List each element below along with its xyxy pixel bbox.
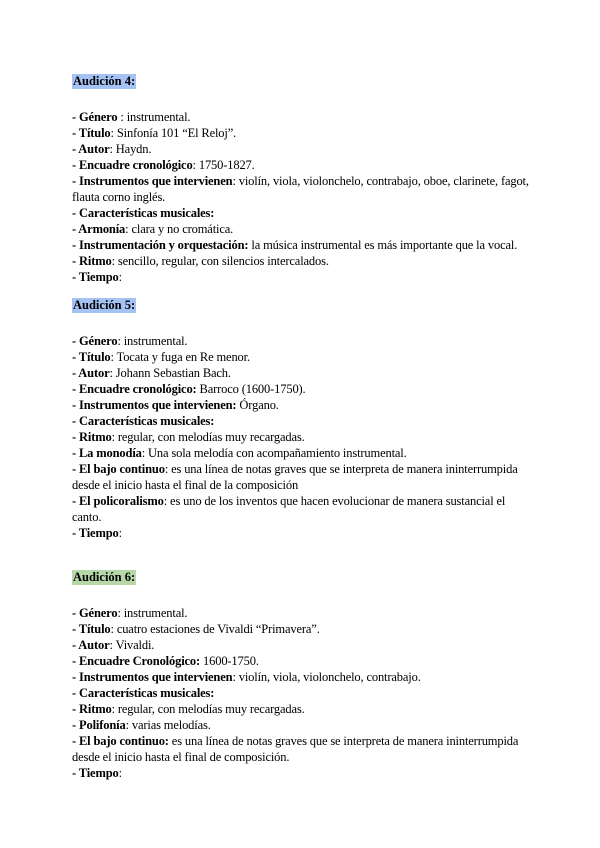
line-text: Barroco (1600-1750). bbox=[196, 382, 306, 396]
line-label: - Instrumentos que intervienen: bbox=[72, 398, 237, 412]
line-label: - Ritmo bbox=[72, 702, 112, 716]
line-autor bbox=[72, 637, 532, 653]
line-text: : cuatro estaciones de Vivaldi “Primavera”. bbox=[110, 622, 320, 636]
line-encuadre bbox=[72, 653, 532, 669]
line-ritmo bbox=[72, 429, 532, 445]
line-label: - Características musicales: bbox=[72, 686, 215, 700]
line-label: - El policoralismo bbox=[72, 494, 164, 508]
line-label: - Título bbox=[72, 350, 111, 364]
line-text: 1600-1750. bbox=[200, 654, 259, 668]
section-lines bbox=[72, 333, 532, 541]
line-label: - Polifonía bbox=[72, 718, 126, 732]
line-text: : es una línea de notas graves que se interpreta de manera ininterrumpida desde el inicio hasta el final de la composición bbox=[72, 462, 518, 492]
line-titulo bbox=[72, 125, 532, 141]
line-label: - Título bbox=[72, 622, 111, 636]
line-label: - Instrumentos que intervienen bbox=[72, 174, 233, 188]
section-heading: Audición 4: bbox=[73, 74, 136, 88]
line-label: - Tiempo bbox=[72, 766, 119, 780]
line-text: : instrumental. bbox=[117, 606, 188, 620]
line-label: - Encuadre cronológico: bbox=[72, 382, 197, 396]
line-genero bbox=[72, 109, 532, 125]
line-text: : Johann Sebastian Bach. bbox=[109, 366, 231, 380]
line-text: : instrumental. bbox=[117, 110, 191, 124]
line-label: - Armonía bbox=[72, 222, 126, 236]
line-titulo bbox=[72, 349, 532, 365]
line-label: - Autor bbox=[72, 638, 110, 652]
line-text: : Vivaldi. bbox=[109, 638, 155, 652]
line-label: - Tiempo bbox=[72, 270, 119, 284]
line-label: - Género bbox=[72, 606, 118, 620]
line-text: Órgano. bbox=[236, 398, 279, 412]
line-instrumentos bbox=[72, 397, 532, 413]
line-text: : sencillo, regular, con silencios intercalados. bbox=[111, 254, 329, 268]
line-label: - Género bbox=[72, 110, 118, 124]
line-label: - Instrumentos que intervienen bbox=[72, 670, 233, 684]
line-genero bbox=[72, 333, 532, 349]
line-autor bbox=[72, 365, 532, 381]
line-tiempo bbox=[72, 269, 532, 285]
line-label: - Ritmo bbox=[72, 254, 112, 268]
line-tiempo bbox=[72, 525, 532, 541]
section-audicion-5 bbox=[72, 296, 532, 541]
line-text: : regular, con melodías muy recargadas. bbox=[111, 702, 305, 716]
line-text: : regular, con melodías muy recargadas. bbox=[111, 430, 305, 444]
line-label: - Título bbox=[72, 126, 111, 140]
line-autor bbox=[72, 141, 532, 157]
line-text: la música instrumental es más importante que la vocal. bbox=[248, 238, 518, 252]
line-instrumentos bbox=[72, 669, 532, 685]
line-label: - Autor bbox=[72, 366, 110, 380]
line-label: - Características musicales: bbox=[72, 206, 215, 220]
line-label: - Instrumentación y orquestación: bbox=[72, 238, 249, 252]
line-label: - Tiempo bbox=[72, 526, 119, 540]
line-polifonia bbox=[72, 717, 532, 733]
section-audicion-4 bbox=[72, 72, 532, 285]
line-monodia bbox=[72, 445, 532, 461]
line-titulo bbox=[72, 621, 532, 637]
line-label: - Encuadre Cronológico: bbox=[72, 654, 201, 668]
line-text: : bbox=[118, 270, 122, 284]
line-instrumentos bbox=[72, 173, 532, 205]
line-label: - La monodía bbox=[72, 446, 142, 460]
line-label: - Género bbox=[72, 334, 118, 348]
line-text: : violín, viola, violonchelo, contrabajo, oboe, clarinete, fagot, flauta corno inglés. bbox=[72, 174, 529, 204]
line-text: : clara y no cromática. bbox=[125, 222, 234, 236]
line-caracteristicas bbox=[72, 205, 532, 221]
line-text: : Una sola melodía con acompañamiento instrumental. bbox=[141, 446, 407, 460]
line-text: : violín, viola, violonchelo, contrabajo. bbox=[232, 670, 421, 684]
line-bajo-continuo bbox=[72, 733, 532, 765]
line-encuadre bbox=[72, 381, 532, 397]
line-ritmo bbox=[72, 253, 532, 269]
line-text: es una línea de notas graves que se interpreta de manera ininterrumpida desde el inicio hasta el final de composición. bbox=[72, 734, 519, 764]
line-label: - El bajo continuo: bbox=[72, 734, 169, 748]
line-bajo-continuo bbox=[72, 461, 532, 493]
line-text: : 1750-1827. bbox=[192, 158, 255, 172]
line-label: - Autor bbox=[72, 142, 110, 156]
line-text: : Tocata y fuga en Re menor. bbox=[110, 350, 250, 364]
line-text: : instrumental. bbox=[117, 334, 188, 348]
line-text: : bbox=[118, 526, 122, 540]
line-label: - El bajo continuo bbox=[72, 462, 165, 476]
line-text: : Sinfonía 101 “El Reloj”. bbox=[110, 126, 237, 140]
line-label: - Ritmo bbox=[72, 430, 112, 444]
line-text: : bbox=[118, 766, 122, 780]
line-label: - Encuadre cronológico bbox=[72, 158, 193, 172]
section-heading: Audición 6: bbox=[73, 570, 136, 584]
line-genero bbox=[72, 605, 532, 621]
line-label: - Características musicales: bbox=[72, 414, 215, 428]
section-audicion-6 bbox=[72, 568, 532, 781]
line-text: : es uno de los inventos que hacen evolucionar de manera sustancial el canto. bbox=[72, 494, 506, 524]
line-text: : varias melodías. bbox=[125, 718, 211, 732]
line-caracteristicas bbox=[72, 685, 532, 701]
section-lines bbox=[72, 109, 532, 285]
line-text: : Haydn. bbox=[109, 142, 152, 156]
line-instrumentacion bbox=[72, 237, 532, 253]
line-tiempo bbox=[72, 765, 532, 781]
line-armonia bbox=[72, 221, 532, 237]
section-heading: Audición 5: bbox=[73, 298, 136, 312]
line-ritmo bbox=[72, 701, 532, 717]
line-encuadre bbox=[72, 157, 532, 173]
section-lines bbox=[72, 605, 532, 781]
line-policoralismo bbox=[72, 493, 532, 525]
line-caracteristicas bbox=[72, 413, 532, 429]
